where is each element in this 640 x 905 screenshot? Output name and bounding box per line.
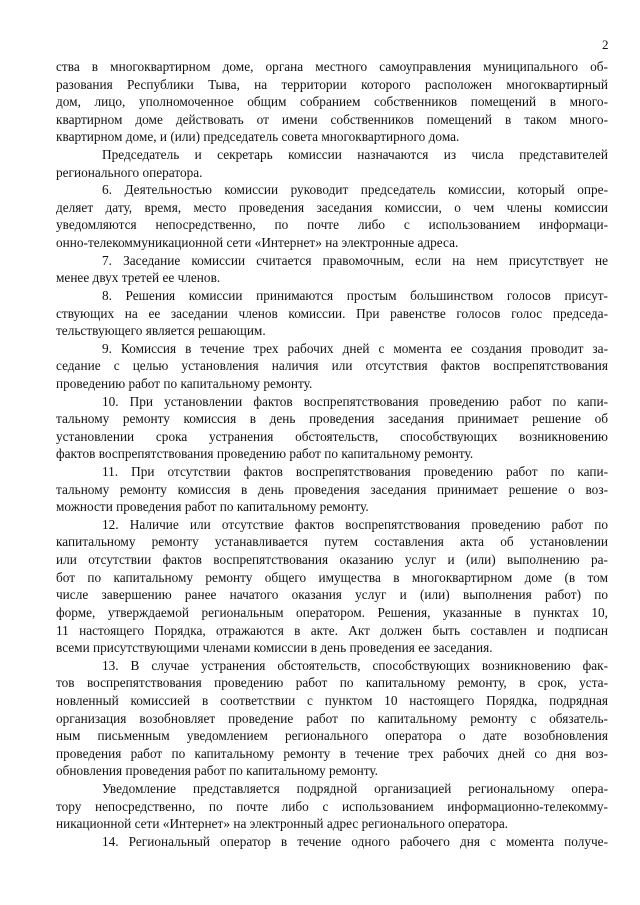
text-line: 7. Заседание комиссии считается правомочным, если на нем присутствует не [102, 252, 608, 268]
paragraph [56, 833, 608, 851]
page-number: 2 [602, 37, 609, 52]
paragraph [56, 780, 608, 833]
text-line: тельствующего является решающим. [56, 323, 266, 339]
text-line: никационной сети «Интернет» на электронный адрес регионального оператора. [56, 816, 509, 832]
text-line: онно-телекоммуникационной сети «Интернет» на электронные адреса. [56, 235, 459, 251]
text-line: деляет дату, время, место проведения заседания комиссии, о чем члены комиссии [56, 199, 608, 215]
text-line: проведения работ по капитальному ремонту в течение трех рабочих дней со дня воз- [56, 745, 608, 761]
text-line: проведению работ по капитальному ремонту. [56, 375, 313, 391]
text-line: или отсутствии фактов воспрепятствования оказанию услуг и (или) выполнению ра- [56, 552, 608, 568]
text-line: организация возобновляет проведение работ по капитальному ремонту с обязатель- [56, 710, 608, 726]
paragraph [56, 393, 608, 463]
text-line: 13. В случае устранения обстоятельств, способствующих возникновению фак- [102, 657, 608, 673]
document-body [56, 58, 608, 850]
text-line: 14. Региональный оператор в течение одного рабочего дня с момента получе- [102, 833, 608, 849]
text-line: 10. При установлении фактов воспрепятствования проведению работ по капи- [102, 393, 608, 409]
text-line: можности проведения работ по капитальному ремонту. [56, 499, 369, 515]
text-line: Председатель и секретарь комиссии назначаются из числа представителей [102, 147, 608, 163]
text-line: новленный комиссией в соответствии с пунктом 10 настоящего Порядка, подрядная [56, 692, 608, 708]
text-line: 8. Решения комиссии принимаются простым большинством голосов присут- [102, 287, 608, 303]
paragraph [56, 181, 608, 251]
text-line: 11. При отсутствии фактов воспрепятствования проведению работ по капи- [102, 464, 608, 480]
text-line: уведомляются непосредственно, по почте либо с использованием информаци- [56, 217, 608, 233]
text-line: дом, лицо, уполномоченное общим собранием собственников помещений в много- [56, 94, 608, 110]
text-line: фактов воспрепятствования проведению работ по капитальному ремонту. [56, 446, 474, 462]
paragraph [56, 252, 608, 287]
text-line: тальному ремонту комиссия в день проведения заседания принимает решение о воз- [56, 481, 608, 497]
text-line: 6. Деятельностью комиссии руководит председатель комиссии, который опре- [102, 182, 608, 198]
text-line: разования Республики Тыва, на территории которого расположен многоквартирный [56, 76, 608, 92]
text-line: ствующих на ее заседании членов комиссии. При равенстве голосов голос председа- [56, 305, 608, 321]
text-line: обновления проведения работ по капитальному ремонту. [56, 763, 378, 779]
text-line: квартирном доме, и (или) председатель совета многоквартирного дома. [56, 129, 460, 145]
text-line: форме, утверждаемой региональным оператором. Решения, указанные в пунктах 10, [56, 604, 608, 620]
text-line: числе завершению ранее начатого оказания услуг и (или) выполнения работ) по [56, 587, 608, 603]
text-line: Уведомление представляется подрядной организацией региональному опера- [102, 780, 608, 796]
text-line: капитальному ремонту устанавливается путем составления акта об установлении [56, 534, 608, 550]
text-line: седание с целью установления наличия или отсутствия фактов воспрепятствования [56, 358, 608, 374]
paragraph [56, 340, 608, 393]
paragraph [56, 657, 608, 780]
text-line: тов воспрепятствования проведению работ по капитальному ремонту, в срок, уста- [56, 675, 608, 691]
text-line: менее двух третей ее членов. [56, 270, 221, 286]
text-line: 9. Комиссия в течение трех рабочих дней с момента ее создания проводит за- [102, 340, 608, 356]
text-line: 12. Наличие или отсутствие фактов воспрепятствования проведению работ по [102, 516, 608, 532]
text-line: всеми присутствующими членами комиссии в день проведения ее заседания. [56, 640, 493, 656]
text-line: регионального оператора. [56, 164, 203, 180]
text-line: тальному ремонту комиссия в день проведения заседания принимает решение об [56, 411, 608, 427]
text-line: ства в многоквартирном доме, органа местного самоуправления муниципального об- [56, 59, 608, 74]
text-line: 11 настоящего Порядка, отражаются в акте. Акт должен быть составлен и подписан [56, 622, 608, 638]
paragraph [56, 516, 608, 657]
paragraph [56, 463, 608, 516]
text-line: установлении срока устранения обстоятельств, способствующих возникновению [56, 428, 608, 444]
text-line: ным письменным уведомлением регионального оператора о дате возобновления [56, 728, 608, 744]
paragraph [56, 58, 608, 146]
paragraph [56, 146, 608, 181]
text-line: бот по капитальному ремонту общего имущества в многоквартирном доме (в том [56, 569, 608, 585]
paragraph [56, 287, 608, 340]
text-line: квартирном доме действовать от имени собственников помещений в таком много- [56, 111, 608, 127]
text-line: тору непосредственно, по почте либо с использованием информационно-телекомму- [56, 798, 608, 814]
